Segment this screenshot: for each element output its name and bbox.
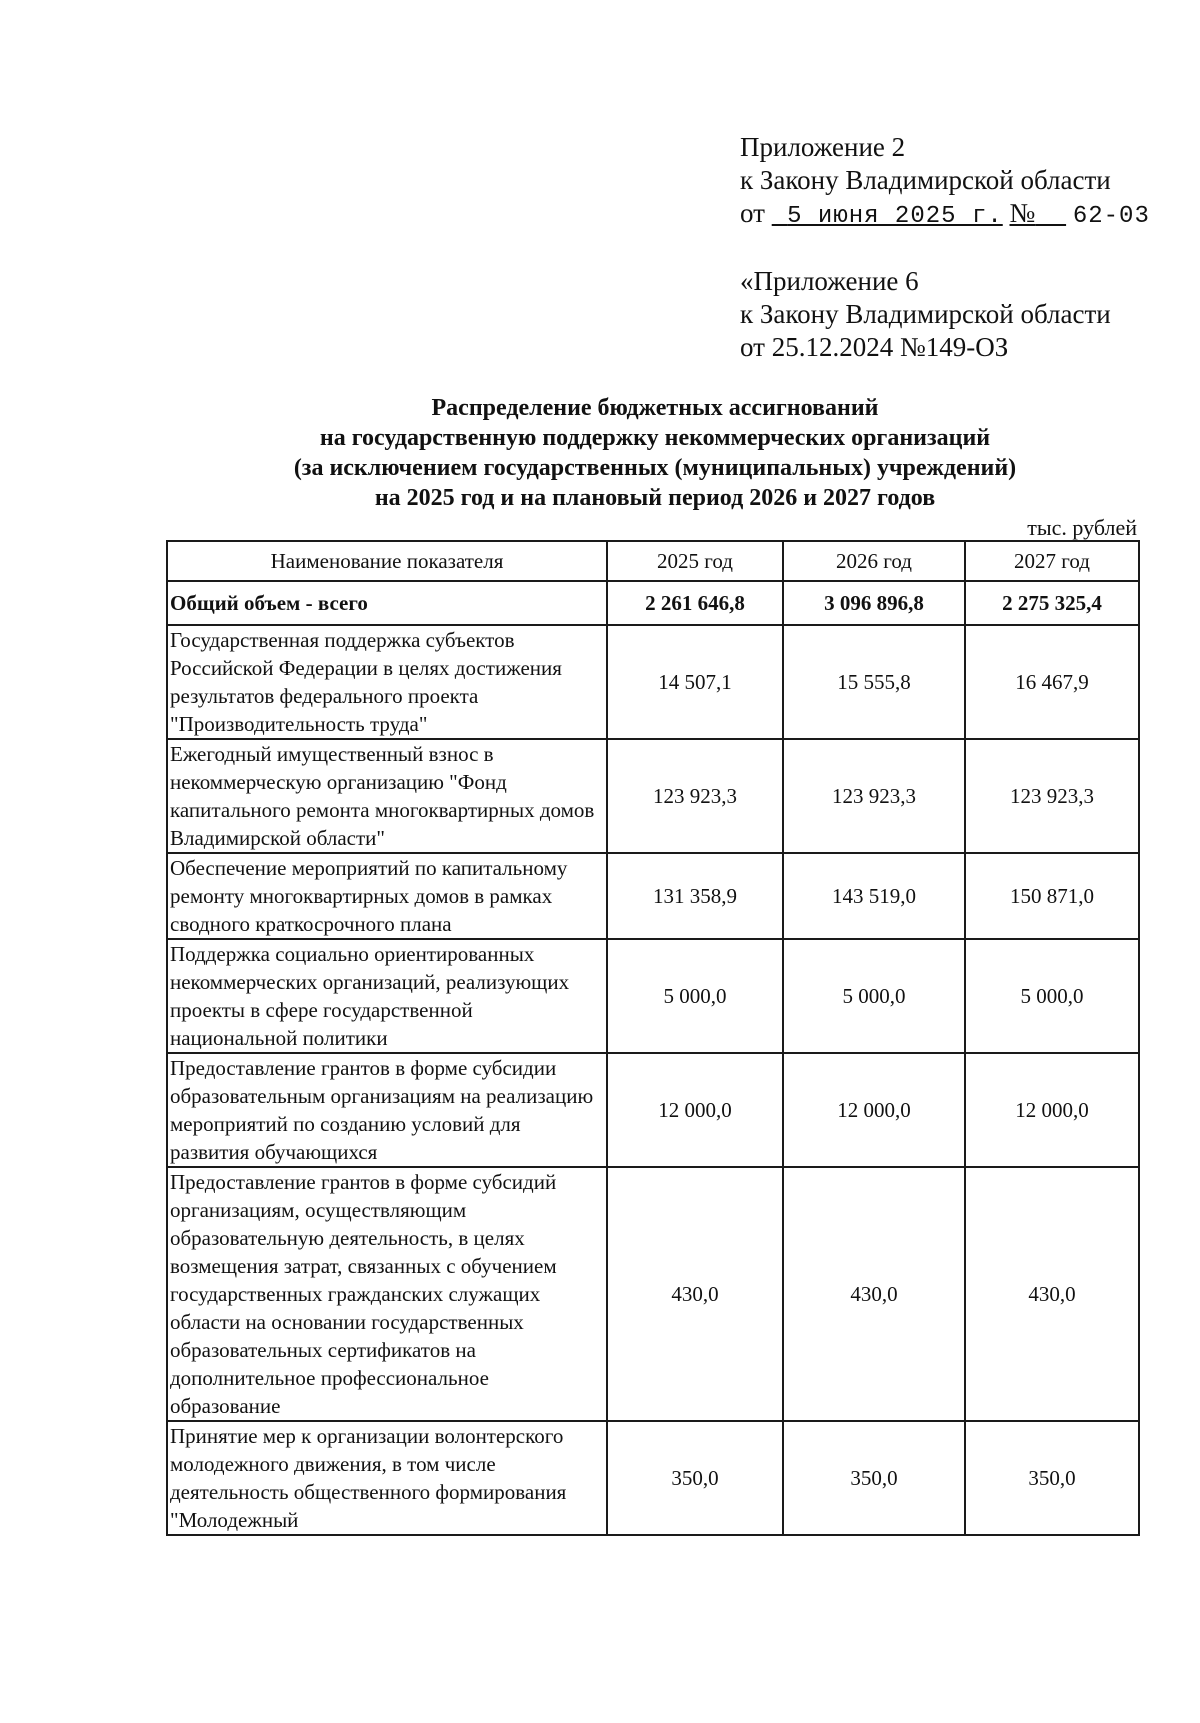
column-header-2026: 2026 год [783, 541, 965, 581]
budget-table [166, 540, 1140, 1536]
row-name-cell: Поддержка социально ориентированных некоммерческих организаций, реализующих проекты в сфере государственной национальной политики [167, 939, 607, 1053]
table-header-row [167, 541, 1139, 581]
column-header-2025: 2025 год [607, 541, 783, 581]
table-row [167, 853, 1139, 939]
row-2027-cell: 123 923,3 [965, 739, 1139, 853]
total-name-cell: Общий объем - всего [167, 581, 607, 625]
total-2027-cell: 2 275 325,4 [965, 581, 1139, 625]
total-2026-cell: 3 096 896,8 [783, 581, 965, 625]
appendix-header [740, 131, 1180, 233]
row-2025-cell: 131 358,9 [607, 853, 783, 939]
row-2027-cell: 430,0 [965, 1167, 1139, 1421]
row-2025-cell: 123 923,3 [607, 739, 783, 853]
appendix-number-blank [1035, 203, 1066, 230]
unit-label: тыс. рублей [1027, 515, 1137, 540]
title-line-3: (за исключением государственных (муниципальных) учреждений) [293, 455, 1017, 481]
row-2025-cell: 14 507,1 [607, 625, 783, 739]
table-row [167, 1167, 1139, 1421]
row-2026-cell: 430,0 [783, 1167, 965, 1421]
appendix-number-label: № [1009, 198, 1036, 228]
title-line-4: на 2025 год и на плановый период 2026 и 2027 годов [374, 485, 936, 511]
document-title [160, 393, 1150, 513]
table-row [167, 1053, 1139, 1167]
row-2026-cell: 143 519,0 [783, 853, 965, 939]
row-2026-cell: 123 923,3 [783, 739, 965, 853]
appendix-number: Приложение 2 [740, 132, 906, 162]
row-2026-cell: 12 000,0 [783, 1053, 965, 1167]
table-row [167, 739, 1139, 853]
table-row [167, 939, 1139, 1053]
table-row-total [167, 581, 1139, 625]
row-2027-cell: 5 000,0 [965, 939, 1139, 1053]
row-name-cell: Предоставление грантов в форме субсидии образовательным организациям на реализацию мероприятий по созданию условий для развития обучающихся [167, 1053, 607, 1167]
title-line-1: Распределение бюджетных ассигнований [431, 395, 879, 421]
row-name-cell: Принятие мер к организации волонтерского молодежного движения, в том числе деятельность общественного формирования "Молодежный [167, 1421, 607, 1535]
row-2025-cell: 5 000,0 [607, 939, 783, 1053]
row-2027-cell: 12 000,0 [965, 1053, 1139, 1167]
appendix-date-line [740, 197, 1180, 233]
appendix-law-number: 62-03 [1072, 203, 1150, 230]
row-2025-cell: 12 000,0 [607, 1053, 783, 1167]
title-line-2: на государственную поддержку некоммерческих организаций [319, 425, 991, 451]
row-2027-cell: 150 871,0 [965, 853, 1139, 939]
row-2025-cell: 430,0 [607, 1167, 783, 1421]
appendix-date-prefix: от [740, 198, 765, 228]
table-row [167, 1421, 1139, 1535]
row-2026-cell: 15 555,8 [783, 625, 965, 739]
previous-appendix-header [740, 265, 1180, 364]
previous-appendix-law-reference: к Закону Владимирской области [740, 299, 1111, 329]
row-2027-cell: 350,0 [965, 1421, 1139, 1535]
previous-appendix-number: «Приложение 6 [740, 266, 919, 296]
row-name-cell: Обеспечение мероприятий по капитальному ремонту многоквартирных домов в рамках сводного краткосрочного плана [167, 853, 607, 939]
column-header-2027: 2027 год [965, 541, 1139, 581]
row-name-cell: Государственная поддержка субъектов Российской Федерации в целях достижения результатов федерального проекта "Производительность труда" [167, 625, 607, 739]
row-name-cell: Предоставление грантов в форме субсидий организациям, осуществляющим образовательную деятельность, в целях возмещения затрат, связанных с обучением государственных гражданских служащих области на основании государственных образовательных сертификатов на дополнительное профессиональное образование [167, 1167, 607, 1421]
row-2026-cell: 350,0 [783, 1421, 965, 1535]
column-header-name: Наименование показателя [167, 541, 607, 581]
total-2025-cell: 2 261 646,8 [607, 581, 783, 625]
row-2027-cell: 16 467,9 [965, 625, 1139, 739]
appendix-date: 5 июня 2025 г. [787, 203, 1003, 230]
previous-appendix-date: от 25.12.2024 №149-ОЗ [740, 332, 1009, 362]
table-row [167, 625, 1139, 739]
row-2026-cell: 5 000,0 [783, 939, 965, 1053]
row-name-cell: Ежегодный имущественный взнос в некоммерческую организацию "Фонд капитального ремонта многоквартирных домов Владимирской области" [167, 739, 607, 853]
row-2025-cell: 350,0 [607, 1421, 783, 1535]
appendix-law-reference: к Закону Владимирской области [740, 165, 1111, 195]
